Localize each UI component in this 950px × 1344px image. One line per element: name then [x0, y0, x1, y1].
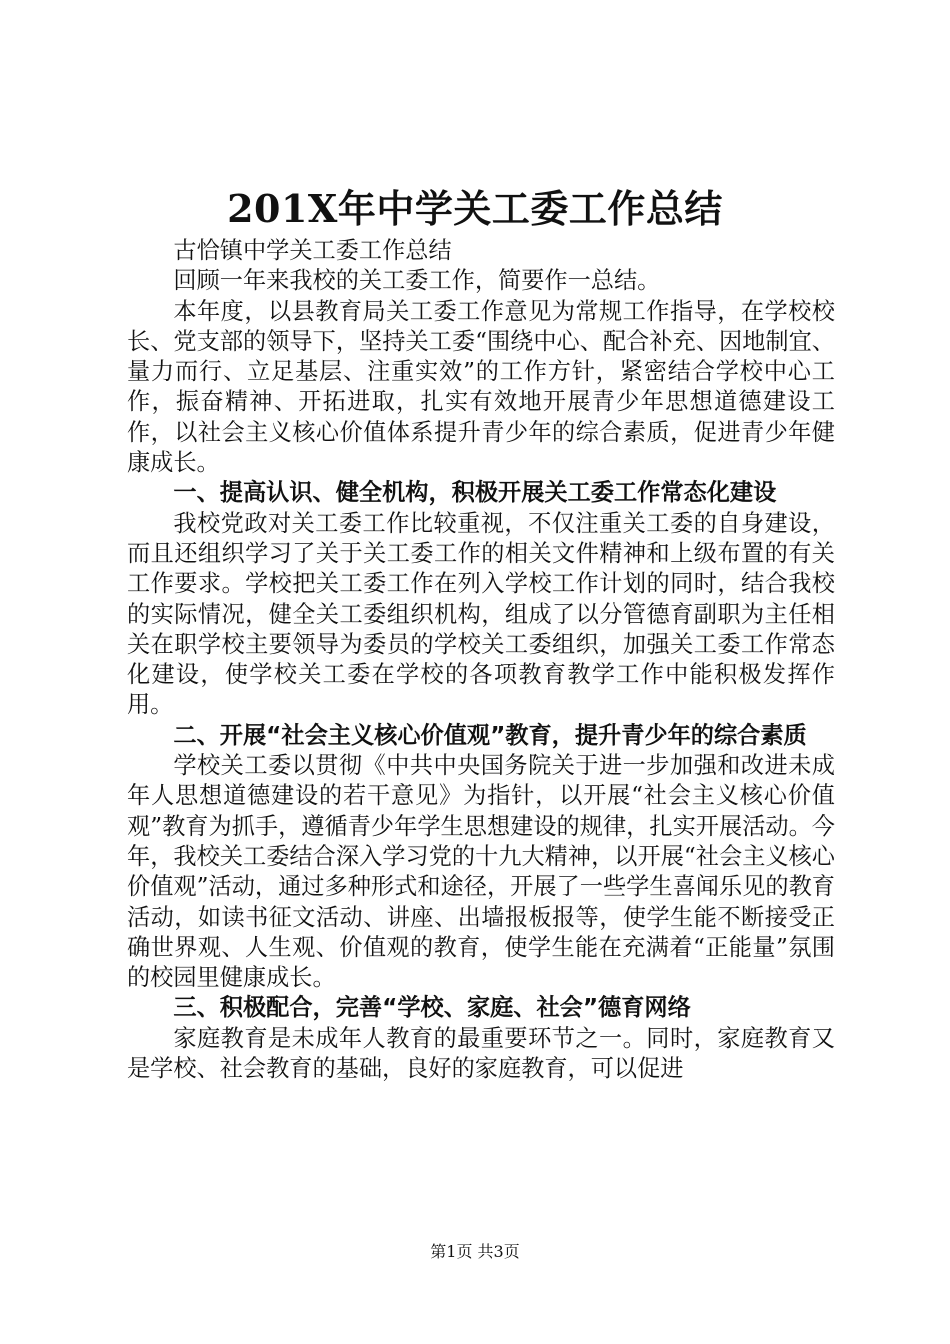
- section-heading-3: 三、积极配合，完善“学校、家庭、社会”德育网络: [173, 994, 691, 1022]
- paragraph-school-name: 古恰镇中学关工委工作总结: [173, 237, 452, 264]
- paragraph-overview: 本年度，以县教育局关工委工作意见为常规工作指导，在学校校长、党支部的领导下，坚持关工委“围绕中心、配合补充、因地制宜、量力而行、立足基层、注重实效”的工作方针，紧密结合学校中心工作，振奋精神、开拓进取，扎实有效地开展青少年思想道德建设工作，以社会主义核心价值体系提升青少年的综合素质，促进青少年健康成长。: [127, 297, 835, 477]
- page-number-footer: 第1页 共3页: [430, 1242, 520, 1261]
- paragraph-section-1: 我校党政对关工委工作比较重视，不仅注重关工委的自身建设，而且还组织学习了关于关工委工作的相关文件精神和上级布置的有关工作要求。学校把关工委工作在列入学校工作计划的同时，结合我校的实际情况，健全关工委组织机构，组成了以分管德育副职为主任相关在职学校主要领导为委员的学校关工委组织，加强关工委工作常态化建设，使学校关工委在学校的各项教育教学工作中能积极发挥作用。: [127, 509, 835, 719]
- document-title: 201X年中学关工委工作总结: [227, 186, 723, 231]
- section-heading-1: 一、提高认识、健全机构，积极开展关工委工作常态化建设: [173, 479, 777, 507]
- paragraph-intro: 回顾一年来我校的关工委工作，简要作一总结。: [173, 267, 661, 295]
- paragraph-section-2: 学校关工委以贯彻《中共中央国务院关于进一步加强和改进未成年人思想道德建设的若干意见》为指针，以开展“社会主义核心价值观”教育为抓手，遵循青少年学生思想建设的规律，扎实开展活动。今年，我校关工委结合深入学习党的十九大精神，以开展“社会主义核心价值观”活动，通过多种形式和途径，开展了一些学生喜闻乐见的教育活动，如读书征文活动、讲座、出墙报板报等，使学生能不断接受正确世界观、人生观、价值观的教育，使学生能在充满着“正能量”氛围的校园里健康成长。: [127, 752, 835, 992]
- paragraph-section-3: 家庭教育是未成年人教育的最重要环节之一。同时，家庭教育又是学校、社会教育的基础，良好的家庭教育，可以促进: [127, 1024, 835, 1083]
- document-body: [127, 236, 835, 1084]
- section-heading-2: 二、开展“社会主义核心价值观”教育，提升青少年的综合素质: [173, 721, 807, 749]
